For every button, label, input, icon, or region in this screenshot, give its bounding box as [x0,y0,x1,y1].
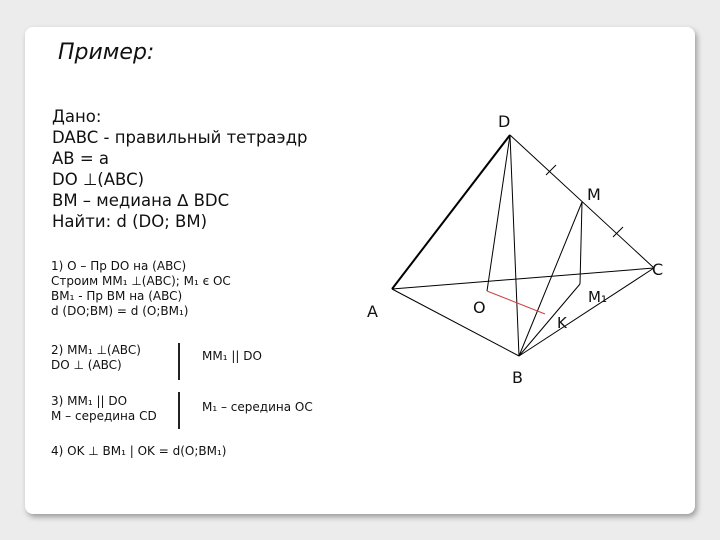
label-M1: M₁ [588,288,607,306]
edge-AB [392,289,519,356]
given-line: DABC - правильный тетраэдр [52,128,308,147]
edge-AC [392,268,654,289]
step-line: DO ⊥ (ABC) [51,358,122,372]
label-D: D [498,112,511,131]
given-line: DO ⊥(ABC) [52,170,145,189]
edge-DA [392,135,510,289]
slide-title: Пример: [58,40,155,65]
label-B: B [512,368,523,387]
label-C: C [652,260,664,279]
step-line: 1) O – Пр DO на (ABC) [51,259,187,273]
given-line: AB = a [52,149,110,168]
label-K: K [557,314,567,332]
step-line: BM₁ - Пр BM на (ABC) [51,289,183,303]
given-line: Дано: [52,107,102,126]
step-line: 4) OK ⊥ BM₁ | OK = d(O;BM₁) [51,444,227,458]
step-line: d (DO;BM) = d (O;BM₁) [51,304,189,318]
step-line: Строим MM₁ ⊥(ABC); M₁ є OC [51,274,231,288]
step-3-result: M₁ – середина OC [202,400,313,414]
label-M: M [587,185,601,204]
step-2-result: MM₁ || DO [202,349,262,363]
edge-DB [510,135,519,356]
given-line: BM – медиана ∆ BDC [52,191,230,210]
segment-BM1 [519,284,580,356]
step-line: 2) MM₁ ⊥(ABC) [51,343,141,357]
segment-MM1 [580,202,582,284]
find-line: Найти: d (DO; BM) [52,212,208,231]
segment-DO [487,135,510,291]
label-A: A [367,302,378,321]
step-line: 3) MM₁ || DO [51,394,128,408]
edge-DC [510,135,654,268]
segment-BM [519,202,582,356]
step-line: M – середина CD [51,409,157,423]
label-O: O [473,298,486,317]
